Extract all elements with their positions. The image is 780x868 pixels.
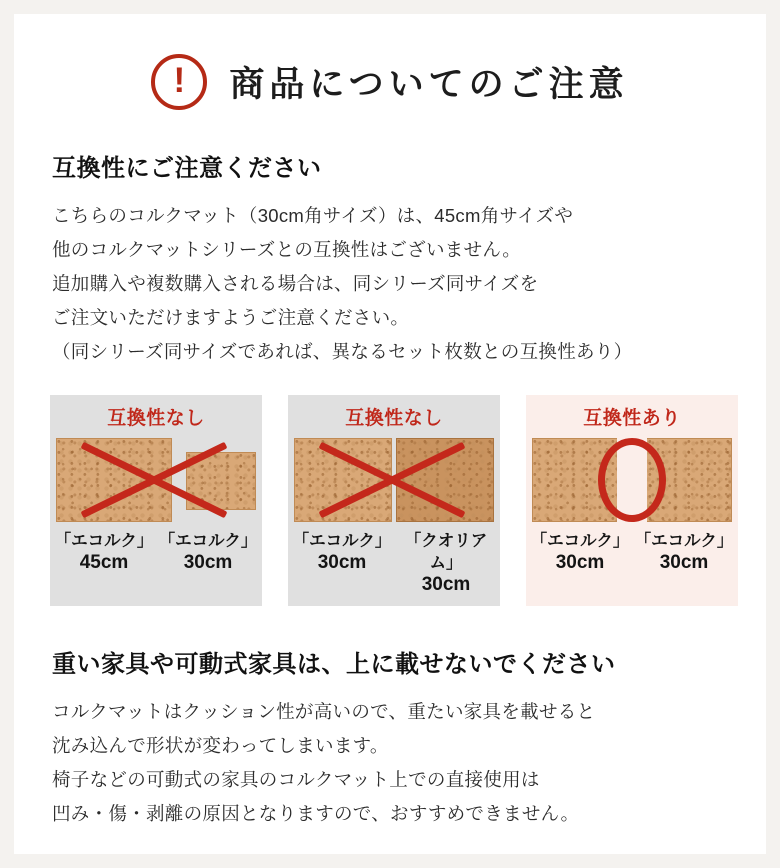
- caption-left: [528, 530, 632, 574]
- caption-row: [526, 526, 738, 584]
- caption-left-size: 30cm: [317, 552, 367, 573]
- status-badge: 互換性あり: [583, 408, 681, 429]
- body-line: コルクマットはクッション性が高いので、重たい家具を載せると: [52, 701, 596, 722]
- page-header: [14, 14, 766, 110]
- cork-tile-small: [186, 452, 256, 510]
- caption-right-size: 30cm: [183, 552, 233, 573]
- caption-left-name: 「エコルク」: [292, 532, 392, 550]
- caption-right-name: 「エコルク」: [158, 532, 258, 550]
- compat-card-3: [526, 395, 738, 606]
- status-badge: 互換性なし: [107, 408, 205, 429]
- caption-right: [394, 530, 498, 596]
- caption-row: [50, 526, 262, 584]
- body-line: 椅子などの可動式の家具のコルクマット上での直接使用は: [52, 769, 540, 790]
- caption-row: [288, 526, 500, 606]
- caption-right: [632, 530, 736, 574]
- tile-illustration: [532, 434, 732, 526]
- tile-illustration: [294, 434, 494, 526]
- caption-left-name: 「エコルク」: [530, 532, 630, 550]
- caption-left-size: 45cm: [79, 552, 129, 573]
- exclamation-circle-icon: [151, 54, 207, 110]
- status-badge: 互換性なし: [345, 408, 443, 429]
- caption-left-name: 「エコルク」: [54, 532, 154, 550]
- body-line: こちらのコルクマット（30cm角サイズ）は、45cm角サイズや: [52, 205, 574, 226]
- caption-left: [290, 530, 394, 596]
- tile-illustration: [56, 434, 256, 526]
- section-heavy-furniture: [14, 644, 766, 831]
- cork-tile-large: [56, 438, 172, 522]
- exclamation-mark: !: [173, 60, 186, 100]
- seam-highlight: [617, 438, 647, 522]
- body-line: （同シリーズ同サイズであれば、異なるセット枚数との互換性あり）: [52, 341, 633, 362]
- content-panel: [14, 14, 766, 854]
- caption-right-name: 「クオリアム」: [404, 532, 488, 572]
- caption-right: [156, 530, 260, 574]
- caption-right-size: 30cm: [421, 574, 471, 595]
- body-line: ご注文いただけますようご注意ください。: [52, 307, 410, 328]
- compat-card-1: [50, 395, 262, 606]
- section-compatibility: [14, 148, 766, 369]
- compat-card-2: [288, 395, 500, 606]
- section-heading: 互換性にご注意ください: [52, 155, 322, 182]
- caption-right-name: 「エコルク」: [634, 532, 734, 550]
- body-line: 追加購入や複数購入される場合は、同シリーズ同サイズを: [52, 273, 539, 294]
- cork-tile-right: [396, 438, 494, 522]
- cork-tile-left: [294, 438, 392, 522]
- caption-right-size: 30cm: [659, 552, 709, 573]
- body-line: 他のコルクマットシリーズとの互換性はございません。: [52, 239, 522, 260]
- cork-tile-left: [532, 438, 630, 522]
- cork-tile-right: [634, 438, 732, 522]
- page-title: 商品についてのご注意: [229, 65, 629, 104]
- caption-left-size: 30cm: [555, 552, 605, 573]
- body-line: 沈み込んで形状が変わってしまいます。: [52, 735, 389, 756]
- compatibility-figure-row: [14, 395, 766, 606]
- body-line: 凹み・傷・剥離の原因となりますので、おすすめできません。: [52, 803, 580, 824]
- section-heading: 重い家具や可動式家具は、上に載せないでください: [52, 651, 616, 678]
- caption-left: [52, 530, 156, 574]
